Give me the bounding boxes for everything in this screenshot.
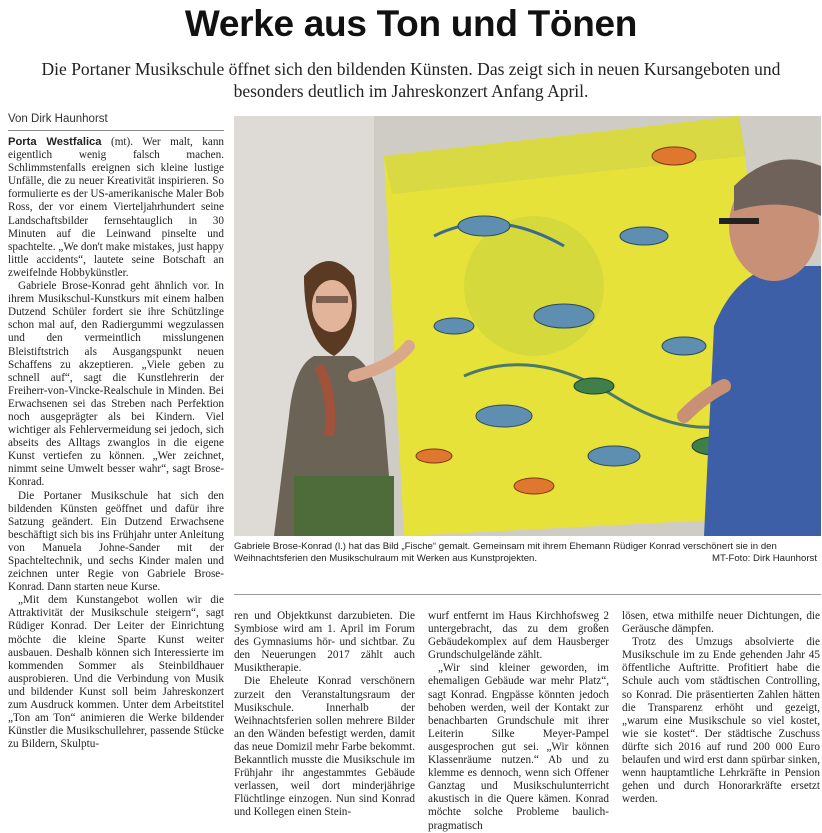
photo-credit: MT-Foto: Dirk Haunhorst bbox=[711, 553, 817, 564]
paragraph: „Mit dem Kunstangebot wollen wir die Attraktivität der Musikschule steigern“, sagt Rüdiger Konrad. Der Leiter der Einrichtung möchte die kleine Sparte Kunst weiter ausbauen. Deshalb können sich Interessierte im kommenden Sommer als Steinbildhauer ausprobieren. Und die Verbindung von Musik und bildender Kunst soll beim Jahreskonzert zum Ausdruck kommen. Unter dem Arbeitstitel „Ton am Ton“ animieren die Werke bildender Künstler die Musikschullehrer, passende Stücke zu Bildern, Skulptu- bbox=[8, 594, 224, 751]
paragraph bbox=[8, 136, 224, 280]
article-photo bbox=[234, 116, 821, 536]
paragraph-text: (mt). Wer malt, kann eigentlich wenig falsch machen. Schlimmstenfalls ereignen sich kleine lustige Unfälle, die zu neuer Kreativität inspirieren. So formulierte es der US-amerikanische Maler Bob Ross, der vor einem Vierteljahrhundert seine Landschaftsbilder fernsehtauglich in 30 Minuten auf die Leinwand pinselte und spachtelte. „We don't make mistakes, just happy little accidents“, lautete seine Botschaft an zweifelnde Hobbykünstler. bbox=[8, 136, 225, 279]
paragraph: lösen, etwa mithilfe neuer Dichtungen, die Geräusche dämpfen. bbox=[622, 610, 820, 636]
paragraph: „Wir sind kleiner geworden, im ehemaligen Gebäude war mehr Platz“, sagt Konrad. Engpässe könnten jedoch behoben werden, weil der Kontakt zur benachbarten Grundschule mit ihrer Leiterin Silke Meyer-Pampel ausgesprochen gut sei. „Wir können Klassenräume nutzen.“ Ab und zu klemme es dennoch, wenn sich Offener Ganztag und Musikschulunterricht akustisch in die Quere kämen. Konrad möchte solche Probleme baulich-pragmatisch bbox=[428, 662, 609, 832]
article-column-4 bbox=[622, 610, 820, 820]
paragraph: ren und Objektkunst darzubieten. Die Symbiose wird am 1. April im Forum des Gymnasiums hör- und sichtbar. Zu den Neuerungen 2017 zählt auch Musiktherapie. bbox=[234, 610, 415, 675]
article-column-1 bbox=[8, 136, 224, 820]
article-column-3 bbox=[428, 610, 609, 832]
headline: Werke aus Ton und Tönen bbox=[184, 3, 638, 44]
subheadline: Die Portaner Musikschule öffnet sich den bildenden Künsten. Das zeigt sich in neuen Kursangeboten und besonders deutlich im Jahreskonzert Anfang April. bbox=[41, 59, 781, 101]
paragraph: wurf entfernt im Haus Kirchhofsweg 2 untergebracht, das zu dem großen Gebäudekomplex auf dem Hausberger Grundschulgelände zählt. bbox=[428, 610, 609, 662]
byline: Von Dirk Haunhorst bbox=[8, 112, 224, 131]
paragraph: Die Eheleute Konrad verschönern zurzeit den Veranstaltungsraum der Musikschule. Innerhalb der Weihnachtsferien sollen mehrere Bilder an den Wänden befestigt werden, damit das neue Domizil mehr Farbe bekommt. Bekanntlich musste die Musikschule im Frühjahr ihr angestammtes Gebäude verlassen, weil dort minderjährige Flüchtlinge einzogen. Nun sind Konrad und Kollegen einen Stein- bbox=[234, 675, 415, 819]
photo-caption bbox=[234, 541, 819, 565]
divider bbox=[234, 594, 821, 595]
paragraph: Gabriele Brose-Konrad geht ähnlich vor. In ihrem Musikschul-Kunstkurs mit einem halben Dutzend Schüler fordert sie ihre Schützlinge schon mal auf, den Radiergummi wegzulassen und den vermeintlich misslungenen Bleistiftstrich als Ausgangspunkt neuen Schaffens zu akzeptieren. „Viele geben zu schnell auf“, sagt die Kunstlehrerin der Freiherr-von-Vincke-Realschule in Minden. Bei Erwachsenen sei das Streben nach Perfektion noch ausgeprägter als bei Kindern. Viel wichtiger als Fehlervermeidung sei jedoch, sich abseits des Alltags zwanglos in die eigene Kunst vertiefen zu können. „Wer zeichnet, nimmt seine Umwelt besser wahr“, sagt Brose-Konrad. bbox=[8, 280, 224, 489]
paragraph: Die Portaner Musikschule hat sich den bildenden Künsten geöffnet und dafür ihre Satzung geändert. Ein Dutzend Erwachsene beschäftigt sich bis ins Frühjahr unter Anleitung von Manuela Johne-Sander mit der Spachteltechnik, und sechs Kinder malen und zeichnen unter Regie von Gabriele Brose-Konrad. Dann starten neue Kurse. bbox=[8, 489, 224, 594]
paragraph: Trotz des Umzugs absolvierte die Musikschule im zu Ende gehenden Jahr 45 öffentliche Auftritte. Profitiert habe die Schule auch vom städtischen Controlling, so Konrad. Die präsentierten Zahlen hätten die Transparenz erhöht und gezeigt, „warum eine Musikschule so viel kostet, wie sie kostet“. Der städtische Zuschuss dürfte sich 2016 auf rund 200 000 Euro belaufen und wird erst dann spürbar sinken, wenn hauptamtliche Lehrkräfte in Pension gehen und durch Honorarkräfte ersetzt werden. bbox=[622, 636, 820, 806]
caption-text: Gabriele Brose-Konrad (l.) hat das Bild „Fische“ gemalt. Gemeinsam mit ihrem Ehemann Rüdiger Konrad verschönert sie in den Weihnachtsferien den Musikschulraum mit Werken aus Kunstprojekten. bbox=[234, 541, 777, 564]
article-column-2 bbox=[234, 610, 415, 820]
dateline-location: Porta Westfalica bbox=[8, 136, 102, 148]
